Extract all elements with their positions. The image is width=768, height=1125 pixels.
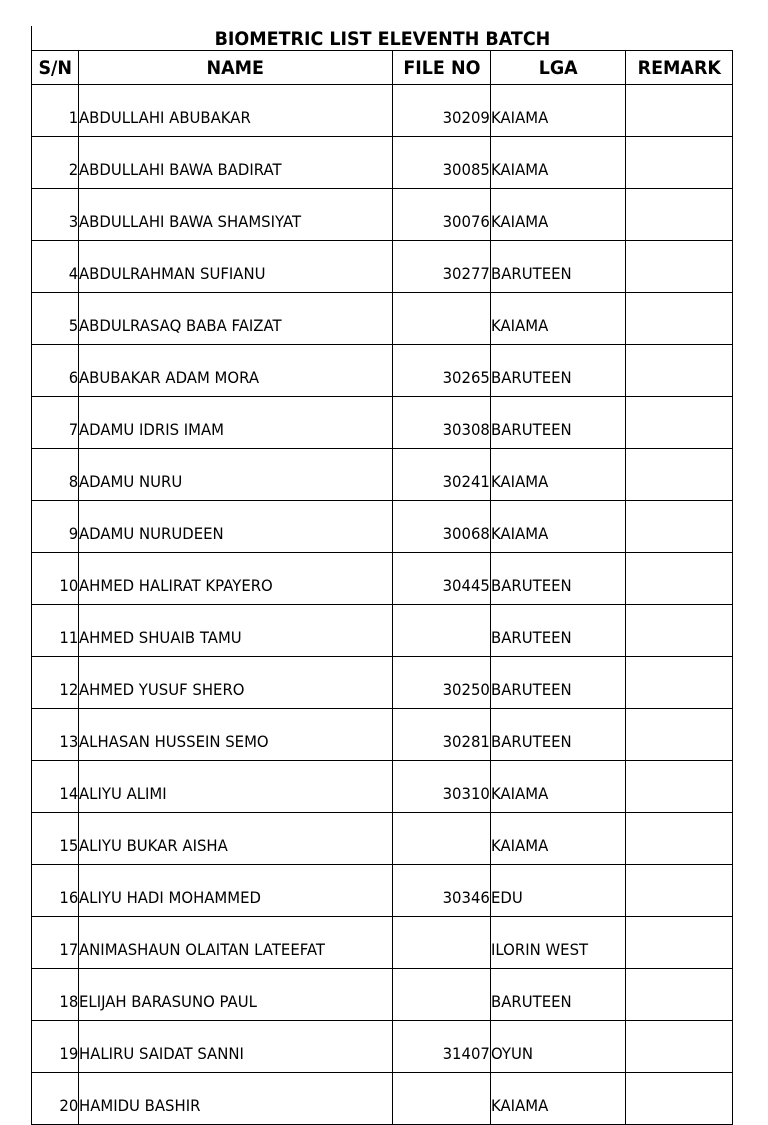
cell-remark (626, 813, 733, 865)
cell-name: ADAMU IDRIS IMAM (79, 397, 393, 449)
cell-sn: 14 (32, 761, 79, 813)
cell-remark (626, 137, 733, 189)
table-row (32, 657, 733, 709)
cell-lga: KAIAMA (491, 1073, 626, 1125)
table-row (32, 137, 733, 189)
table-row (32, 449, 733, 501)
cell-remark (626, 865, 733, 917)
table-row (32, 969, 733, 1021)
table-row (32, 813, 733, 865)
cell-remark (626, 761, 733, 813)
column-header-remark: REMARK (626, 51, 733, 85)
cell-name: ABDULRASAQ BABA FAIZAT (79, 293, 393, 345)
cell-name: ABDULLAHI BAWA BADIRAT (79, 137, 393, 189)
cell-sn: 9 (32, 501, 79, 553)
cell-file-no (393, 605, 491, 657)
cell-name: ALIYU BUKAR AISHA (79, 813, 393, 865)
cell-lga: BARUTEEN (491, 345, 626, 397)
cell-remark (626, 1021, 733, 1073)
cell-file-no: 30250 (393, 657, 491, 709)
cell-name: ALHASAN HUSSEIN SEMO (79, 709, 393, 761)
cell-sn: 15 (32, 813, 79, 865)
cell-file-no (393, 293, 491, 345)
cell-sn: 19 (32, 1021, 79, 1073)
cell-lga: BARUTEEN (491, 397, 626, 449)
cell-name: ABUBAKAR ADAM MORA (79, 345, 393, 397)
cell-file-no (393, 1073, 491, 1125)
cell-remark (626, 449, 733, 501)
cell-sn: 8 (32, 449, 79, 501)
cell-file-no (393, 813, 491, 865)
cell-lga: BARUTEEN (491, 657, 626, 709)
cell-lga: BARUTEEN (491, 241, 626, 293)
cell-file-no: 30068 (393, 501, 491, 553)
cell-name: ADAMU NURU (79, 449, 393, 501)
cell-lga: KAIAMA (491, 293, 626, 345)
cell-remark (626, 241, 733, 293)
cell-sn: 5 (32, 293, 79, 345)
cell-file-no: 30265 (393, 345, 491, 397)
cell-lga: KAIAMA (491, 501, 626, 553)
cell-sn: 11 (32, 605, 79, 657)
column-header-sn: S/N (32, 51, 79, 85)
cell-lga: BARUTEEN (491, 605, 626, 657)
cell-lga: BARUTEEN (491, 709, 626, 761)
cell-sn: 16 (32, 865, 79, 917)
cell-name: AHMED SHUAIB TAMU (79, 605, 393, 657)
cell-name: ABDULLAHI ABUBAKAR (79, 85, 393, 137)
cell-remark (626, 397, 733, 449)
cell-file-no: 30310 (393, 761, 491, 813)
cell-sn: 6 (32, 345, 79, 397)
cell-lga: OYUN (491, 1021, 626, 1073)
cell-remark (626, 1073, 733, 1125)
cell-name: HALIRU SAIDAT SANNI (79, 1021, 393, 1073)
cell-name: ALIYU HADI MOHAMMED (79, 865, 393, 917)
cell-sn: 13 (32, 709, 79, 761)
cell-remark (626, 553, 733, 605)
biometric-table (31, 50, 733, 1125)
table-row (32, 553, 733, 605)
table-row (32, 709, 733, 761)
table-row (32, 761, 733, 813)
cell-sn: 10 (32, 553, 79, 605)
cell-name: ALIYU ALIMI (79, 761, 393, 813)
cell-remark (626, 709, 733, 761)
cell-name: ANIMASHAUN OLAITAN LATEEFAT (79, 917, 393, 969)
cell-sn: 4 (32, 241, 79, 293)
cell-name: AHMED YUSUF SHERO (79, 657, 393, 709)
cell-file-no: 30241 (393, 449, 491, 501)
column-header-file-no: FILE NO (393, 51, 491, 85)
cell-name: ABDULRAHMAN SUFIANU (79, 241, 393, 293)
sheet-title: BIOMETRIC LIST ELEVENTH BATCH (214, 28, 551, 50)
cell-file-no: 30445 (393, 553, 491, 605)
cell-name: ELIJAH BARASUNO PAUL (79, 969, 393, 1021)
table-row (32, 345, 733, 397)
table-row (32, 85, 733, 137)
cell-remark (626, 189, 733, 241)
cell-lga: EDU (491, 865, 626, 917)
cell-lga: KAIAMA (491, 449, 626, 501)
cell-file-no: 30085 (393, 137, 491, 189)
cell-file-no: 31407 (393, 1021, 491, 1073)
cell-sn: 12 (32, 657, 79, 709)
cell-sn: 17 (32, 917, 79, 969)
table-row (32, 189, 733, 241)
table-row (32, 1073, 733, 1125)
cell-name: ABDULLAHI BAWA SHAMSIYAT (79, 189, 393, 241)
cell-lga: KAIAMA (491, 85, 626, 137)
cell-lga: BARUTEEN (491, 553, 626, 605)
table-row (32, 917, 733, 969)
table-row (32, 397, 733, 449)
cell-remark (626, 501, 733, 553)
sheet-title-row (31, 26, 733, 50)
table-row (32, 605, 733, 657)
cell-file-no: 30346 (393, 865, 491, 917)
cell-lga: ILORIN WEST (491, 917, 626, 969)
header-row (32, 51, 733, 85)
cell-file-no (393, 969, 491, 1021)
cell-file-no: 30209 (393, 85, 491, 137)
table-row (32, 293, 733, 345)
cell-sn: 18 (32, 969, 79, 1021)
cell-sn: 20 (32, 1073, 79, 1125)
cell-remark (626, 605, 733, 657)
cell-file-no: 30076 (393, 189, 491, 241)
cell-remark (626, 657, 733, 709)
cell-lga: KAIAMA (491, 761, 626, 813)
column-header-name: NAME (79, 51, 393, 85)
cell-lga: KAIAMA (491, 137, 626, 189)
cell-lga: BARUTEEN (491, 969, 626, 1021)
table-row (32, 241, 733, 293)
table-row (32, 501, 733, 553)
cell-sn: 2 (32, 137, 79, 189)
cell-sn: 1 (32, 85, 79, 137)
cell-lga: KAIAMA (491, 189, 626, 241)
cell-remark (626, 293, 733, 345)
cell-remark (626, 969, 733, 1021)
cell-file-no: 30277 (393, 241, 491, 293)
cell-name: AHMED HALIRAT KPAYERO (79, 553, 393, 605)
table-row (32, 865, 733, 917)
table-row (32, 1021, 733, 1073)
cell-file-no: 30308 (393, 397, 491, 449)
column-header-lga: LGA (491, 51, 626, 85)
cell-lga: KAIAMA (491, 813, 626, 865)
cell-name: ADAMU NURUDEEN (79, 501, 393, 553)
cell-file-no (393, 917, 491, 969)
cell-sn: 7 (32, 397, 79, 449)
cell-file-no: 30281 (393, 709, 491, 761)
cell-remark (626, 345, 733, 397)
cell-sn: 3 (32, 189, 79, 241)
cell-remark (626, 85, 733, 137)
cell-remark (626, 917, 733, 969)
cell-name: HAMIDU BASHIR (79, 1073, 393, 1125)
